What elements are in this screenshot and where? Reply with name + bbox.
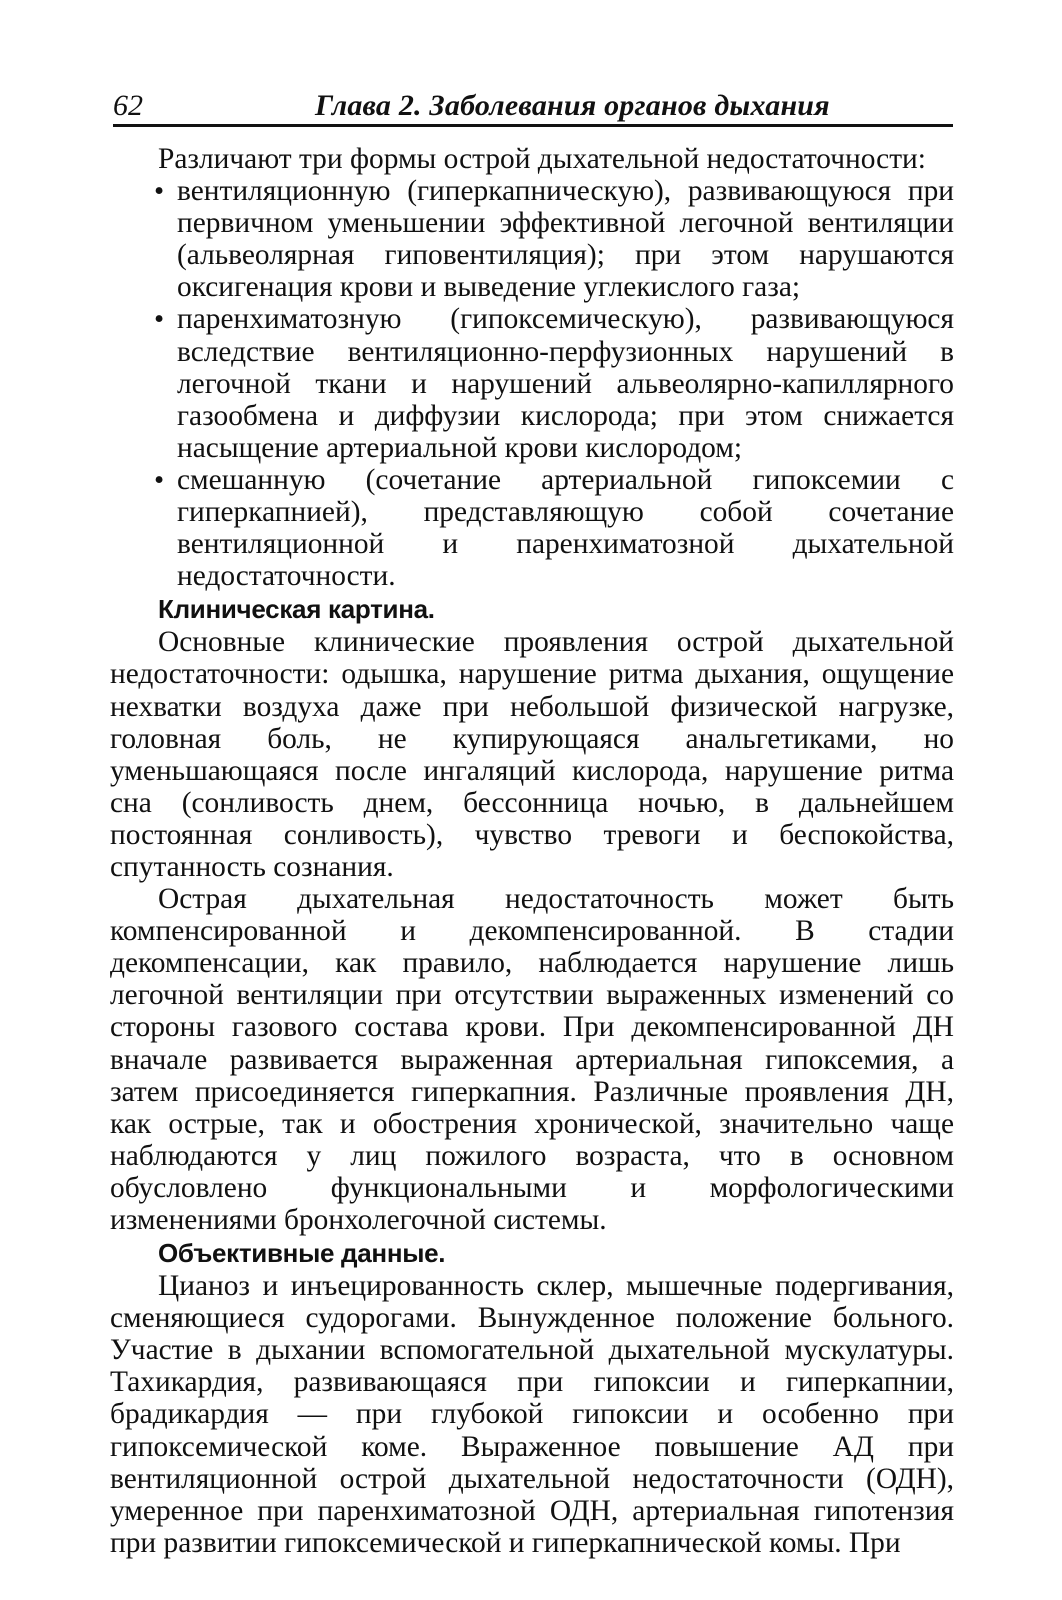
list-item-mixed	[110, 464, 954, 592]
paragraph-clinical-manifestations: Основные клинические проявления острой дыхательной недостаточности: одышка, нарушение ритма дыхания, ощущение нехватки воздуха даже при небольшой физической нагрузке, головная боль, не купирующаяся анальгетиками, но уменьшающаяся после ингаляций кислорода, нарушение ритма сна (сонливость днем, бессонница ночью, в дальнейшем постоянная сонливость), чувство тревоги и беспокойства, спутанность сознания.	[110, 626, 954, 883]
intro-sentence: Различают три формы острой дыхательной недостаточности:	[158, 143, 926, 175]
running-header	[113, 86, 953, 126]
header-divider	[113, 124, 953, 127]
heading-objective-data: Объективные данные.	[158, 1238, 446, 1269]
list-item-text: паренхиматозную (гипоксемическую), развивающуюся вследствие вентиляционно-перфузионных нарушений в легочной ткани и нарушений альвеолярно-капиллярного газообмена и диффузии кислорода; при этом снижается насыщение артериальной крови кислородом;	[177, 303, 954, 464]
paragraph-compensation: Острая дыхательная недостаточность может быть компенсированной и декомпенсированной. В стадии декомпенсации, как правило, наблюдается нарушение лишь легочной вентиляции при отсутствии выраженных изменений со стороны газового состава крови. При декомпенсированной ДН вначале развивается выраженная артериальная гипоксемия, а затем присоединяется гиперкапния. Различные проявления ДН, как острые, так и обострения хронической, значительно чаще наблюдаются у лиц пожилого возраста, что в основном обусловлено функциональными и морфологическими изменениями бронхолегочной системы.	[110, 883, 954, 1236]
bullet-icon: •	[154, 175, 165, 208]
bullet-icon: •	[154, 463, 165, 496]
page-body	[110, 143, 954, 1559]
heading-clinical-picture: Клиническая картина.	[158, 594, 435, 625]
list-item-text: вентиляционную (гиперкапническую), развивающуюся при первичном уменьшении эффективной легочной вентиляции (альвеолярная гиповентиляция); при этом нарушаются оксигенация крови и выведение углекислого газа;	[177, 175, 954, 304]
paragraph-objective-findings: Цианоз и инъецированность склер, мышечные подергивания, сменяющиеся судорогами. Вынужденное положение больного. Участие в дыхании вспомогательной дыхательной мускулатуры. Тахикардия, развивающаяся при гипоксии и гиперкапнии, брадикардия — при глубокой гипоксии и особенно при гипоксемической коме. Выраженное повышение АД при вентиляционной острой дыхательной недостаточности (ОДН), умеренное при паренхиматозной ОДН, артериальная гипотензия при развитии гипоксемической и гиперкапнической комы. При	[110, 1270, 954, 1559]
respiratory-failure-forms-list	[110, 175, 954, 592]
list-item-parenchymal	[110, 303, 954, 463]
list-item-ventilation	[110, 175, 954, 303]
bullet-icon: •	[154, 303, 165, 336]
chapter-title: Глава 2. Заболевания органов дыхания	[315, 89, 830, 122]
list-item-text: смешанную (сочетание артериальной гипоксемии с гиперкапнией), представляющую собой сочетание вентиляционной и паренхиматозной дыхательной недостаточности.	[177, 463, 954, 593]
page-number: 62	[113, 89, 143, 122]
